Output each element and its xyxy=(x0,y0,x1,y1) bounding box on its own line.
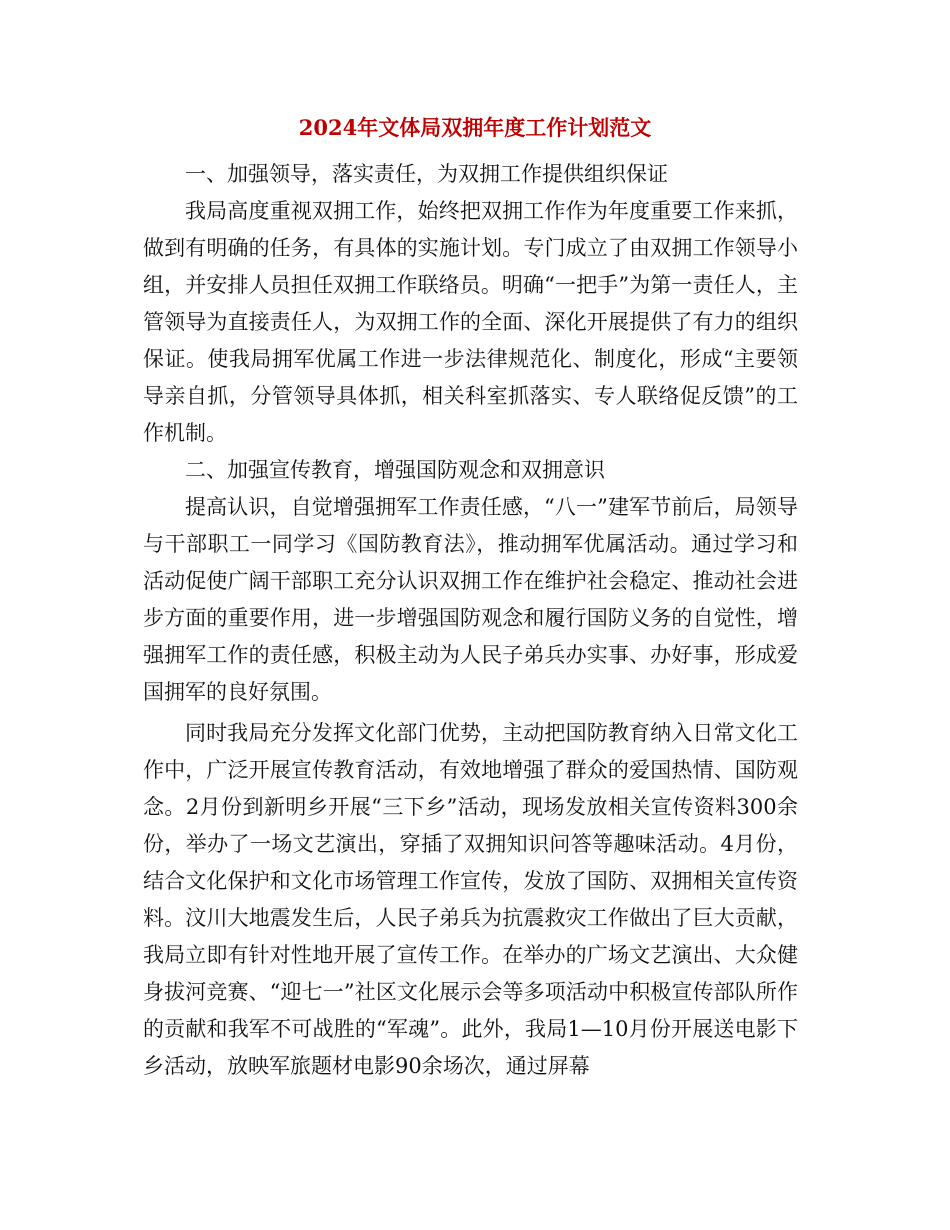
document-body xyxy=(143,156,798,1085)
paragraph-1: 我局高度重视双拥工作，始终把双拥工作作为年度重要工作来抓，做到有明确的任务，有具体的实施计划。专门成立了由双拥工作领导小组，并安排人员担任双拥工作联络员。明确“一把手”为第一责任人，主管领导为直接责任人，为双拥工作的全面、深化开展提供了有力的组织保证。使我局拥军优属工作进一步法律规范化、制度化，形成“主要领导亲自抓，分管领导具体抓，相关科室抓落实、专人联络促反馈”的工作机制。 xyxy=(143,199,798,445)
paragraph-2: 提高认识，自觉增强拥军工作责任感，“八一”建军节前后，局领导与干部职工一同学习《国防教育法》，推动拥军优属活动。通过学习和活动促使广阔干部职工充分认识双拥工作在维护社会稳定、推动社会进步方面的重要作用，进一步增强国防观念和履行国防义务的自觉性，增强拥军工作的责任感，积极主动为人民子弟兵办实事、办好事，形成爱国拥军的良好氛围。 xyxy=(143,495,798,704)
document-title: 2024年文体局双拥年度工作计划范文 xyxy=(298,115,652,140)
section-heading-2: 二、加强宣传教育，增强国防观念和双拥意识 xyxy=(185,458,605,482)
section-heading-1: 一、加强领导，落实责任，为双拥工作提供组织保证 xyxy=(185,162,668,186)
paragraph-3: 同时我局充分发挥文化部门优势，主动把国防教育纳入日常文化工作中，广泛开展宣传教育活动，有效地增强了群众的爱国热情、国防观念。2月份到新明乡开展“三下乡”活动，现场发放相关宣传资料300余份，举办了一场文艺演出，穿插了双拥知识问答等趣味活动。4月份，结合文化保护和文化市场管理工作宣传，发放了国防、双拥相关宣传资料。汶川大地震发生后，人民子弟兵为抗震救灾工作做出了巨大贡献，我局立即有针对性地开展了宣传工作。在举办的广场文艺演出、大众健身拔河竞赛、“迎七一”社区文化展示会等多项活动中积极宣传部队所作的贡献和我军不可战胜的“军魂”。此外，我局1—10月份开展送电影下乡活动，放映军旅题材电影90余场次，通过屏幕 xyxy=(143,721,798,1078)
